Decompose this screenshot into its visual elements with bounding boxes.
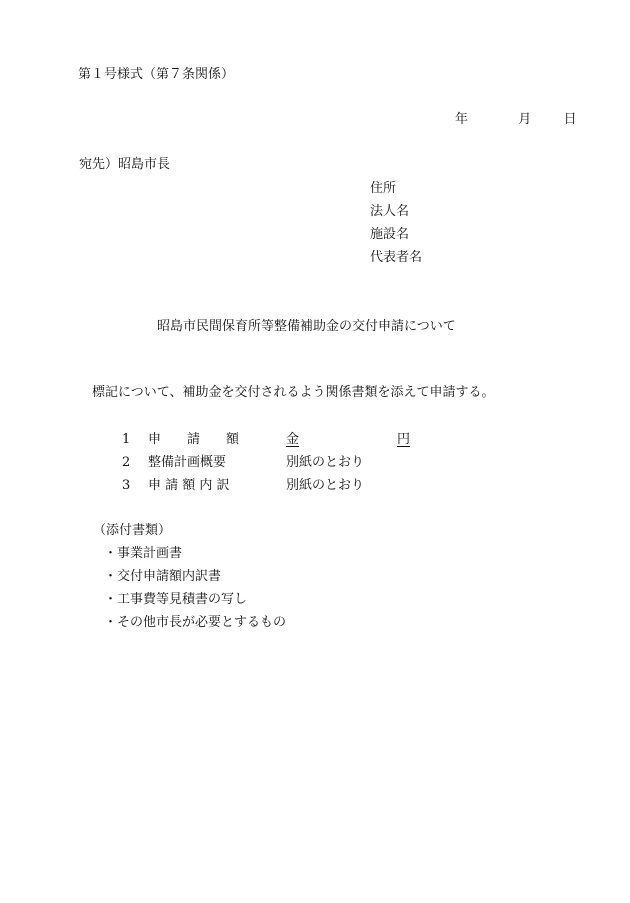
item-1-amount-field (286, 433, 410, 446)
date-month: 月 (518, 112, 532, 127)
applicant-address-label: 住所 (370, 181, 397, 196)
attachments-heading: （添付書類） (93, 523, 172, 538)
applicant-corporation-label: 法人名 (370, 204, 410, 219)
applicant-representative-label: 代表者名 (370, 250, 423, 265)
item-1-value-suffix: 円 (397, 432, 411, 447)
attachment-item: ・事業計画書 (104, 546, 183, 561)
attachment-item: ・交付申請額内訳書 (104, 569, 222, 584)
item-3-number: 3 (122, 478, 131, 493)
item-3-value: 別紙のとおり (286, 478, 365, 493)
attachment-item: ・工事費等見積書の写し (104, 592, 248, 607)
attachment-item: ・その他市長が必要とするもの (104, 615, 287, 630)
item-1-label: 申 請 額 (148, 432, 240, 447)
applicant-facility-label: 施設名 (370, 227, 410, 242)
form-number-header: 第１号様式（第７条関係） (78, 67, 235, 82)
item-3-label: 申 請 額 内 訳 (148, 478, 230, 493)
addressee: 宛先）昭島市長 (79, 157, 171, 172)
body-text: 標記について、補助金を交付されるよう関係書類を添えて申請する。 (92, 385, 495, 400)
item-2-value: 別紙のとおり (286, 455, 365, 470)
document-title: 昭島市民間保育所等整備補助金の交付申請について (157, 319, 456, 334)
item-2-label: 整備計画概要 (148, 455, 227, 470)
item-1-number: 1 (122, 432, 131, 447)
date-year: 年 (455, 112, 469, 127)
date-day: 日 (563, 112, 577, 127)
date-line (455, 113, 577, 126)
item-1-value-prefix: 金 (286, 432, 300, 447)
item-2-number: 2 (122, 455, 131, 470)
